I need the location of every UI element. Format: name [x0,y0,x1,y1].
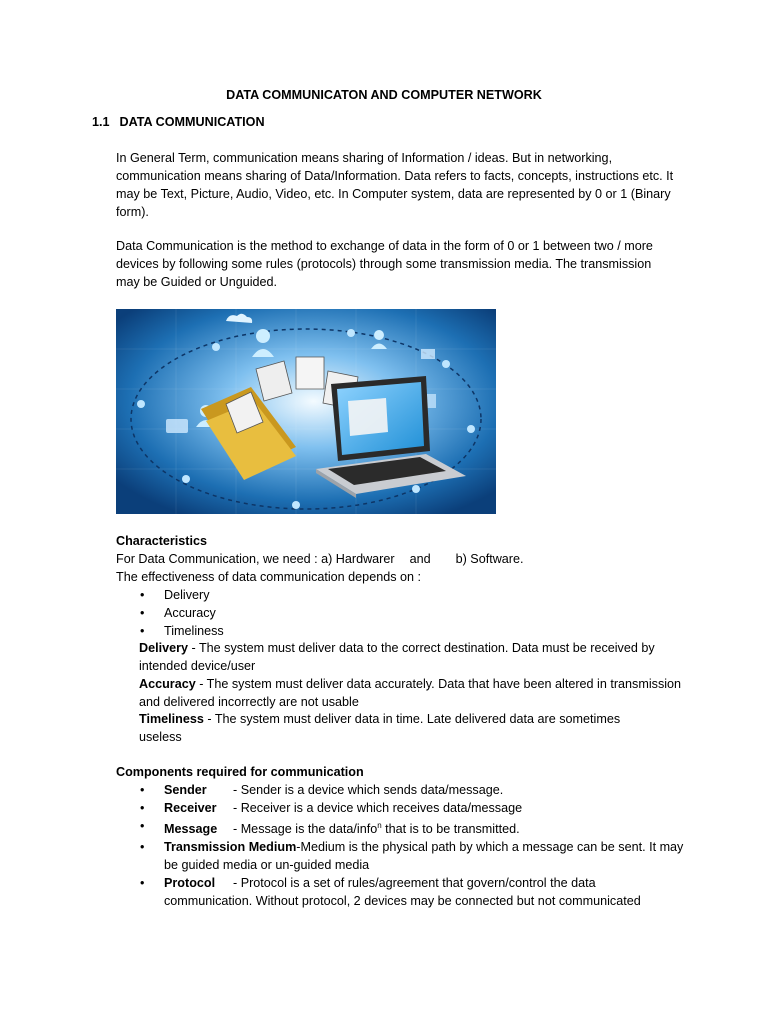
component-text-end: that is to be transmitted. [381,822,520,837]
section-number: 1.1 [92,115,110,129]
bullet-icon: • [140,624,145,638]
characteristics-list [140,586,686,640]
bullet-icon: • [140,840,145,855]
paragraph-general-term: In General Term, communication means sharing of Information / ideas. But in networking, communication means sharing of Data/Information. Data refers to facts, concepts, instructions etc. It may be Text, Picture, Audio, Video, etc. In Computer system, data are represented by 0 or 1 (Binary form). [116,151,674,219]
definition-term: Timeliness [139,712,204,726]
superscript: n [377,821,382,830]
definition-timeliness [139,710,659,746]
bullet-icon: • [140,783,145,797]
definition-text: - The system must deliver data in time. Late delivered data are sometimes useless [139,712,621,744]
component-term: Message [164,822,218,837]
component-text: - Sender is a device which sends data/message. [233,783,504,797]
component-term: Transmission Medium [164,840,297,855]
list-item [140,604,686,622]
document-title: DATA COMMUNICATON AND COMPUTER NETWORK [226,88,542,102]
definition-term: Accuracy [139,677,196,691]
list-item [140,622,686,640]
list-item [140,586,686,604]
data-communication-illustration [116,309,496,514]
monitor-icon [421,349,435,359]
definition-delivery [139,639,684,675]
need-and: and [409,552,431,566]
list-item [140,799,686,817]
section-heading [92,115,265,129]
component-term: Protocol [164,876,216,891]
bullet-icon: • [140,819,145,833]
list-item [140,874,686,910]
effectiveness-line: The effectiveness of data communication depends on : [116,570,422,584]
bullet-accuracy: Accuracy [164,606,216,620]
list-item [140,817,686,838]
bullet-icon: • [140,606,145,620]
bullet-icon: • [140,876,145,891]
list-item [140,781,686,799]
paragraph-data-communication: Data Communication is the method to exchange of data in the form of 0 or 1 between two / more devices by following some rules (protocols) through some transmission media. The transmission may be Guided or Unguided. [116,239,653,289]
component-text: -Medium is the physical path by which a message can be sent. It may be guided media or un-guided media [164,840,684,873]
components-block [116,763,686,910]
component-text: - Protocol is a set of rules/agreement that govern/control the data communication. Without protocol, 2 devices may be connected but not communicated [164,876,641,909]
list-item [140,838,686,874]
component-term: Sender [164,783,207,797]
illustration-svg [116,309,496,514]
need-line [116,550,686,568]
bullet-icon: • [140,588,145,602]
need-software: b) Software. [455,552,524,566]
bullet-icon: • [140,801,145,815]
component-text: - Receiver is a device which receives data/message [233,801,523,815]
section-title: DATA COMMUNICATION [119,115,265,129]
components-heading: Components required for communication [116,765,364,779]
bullet-timeliness: Timeliness [164,624,224,638]
illustration-background [116,309,496,514]
bullet-delivery: Delivery [164,588,210,602]
definition-term: Delivery [139,641,189,655]
need-text: For Data Communication, we need : a) Hardwarer [116,552,395,566]
definition-text: - The system must deliver data accurately. Data that have been altered in transmission and delivered incorrectly are not usable [139,677,682,709]
characteristics-block [116,532,686,640]
characteristics-heading: Characteristics [116,534,208,548]
components-list [140,781,686,910]
component-term: Receiver [164,801,217,815]
definition-accuracy [139,675,684,711]
chat-bubble-icon [166,419,188,433]
definition-text: - The system must deliver data to the correct destination. Data must be received by intended device/user [139,641,655,673]
component-text: - Message is the data/info [233,822,378,837]
